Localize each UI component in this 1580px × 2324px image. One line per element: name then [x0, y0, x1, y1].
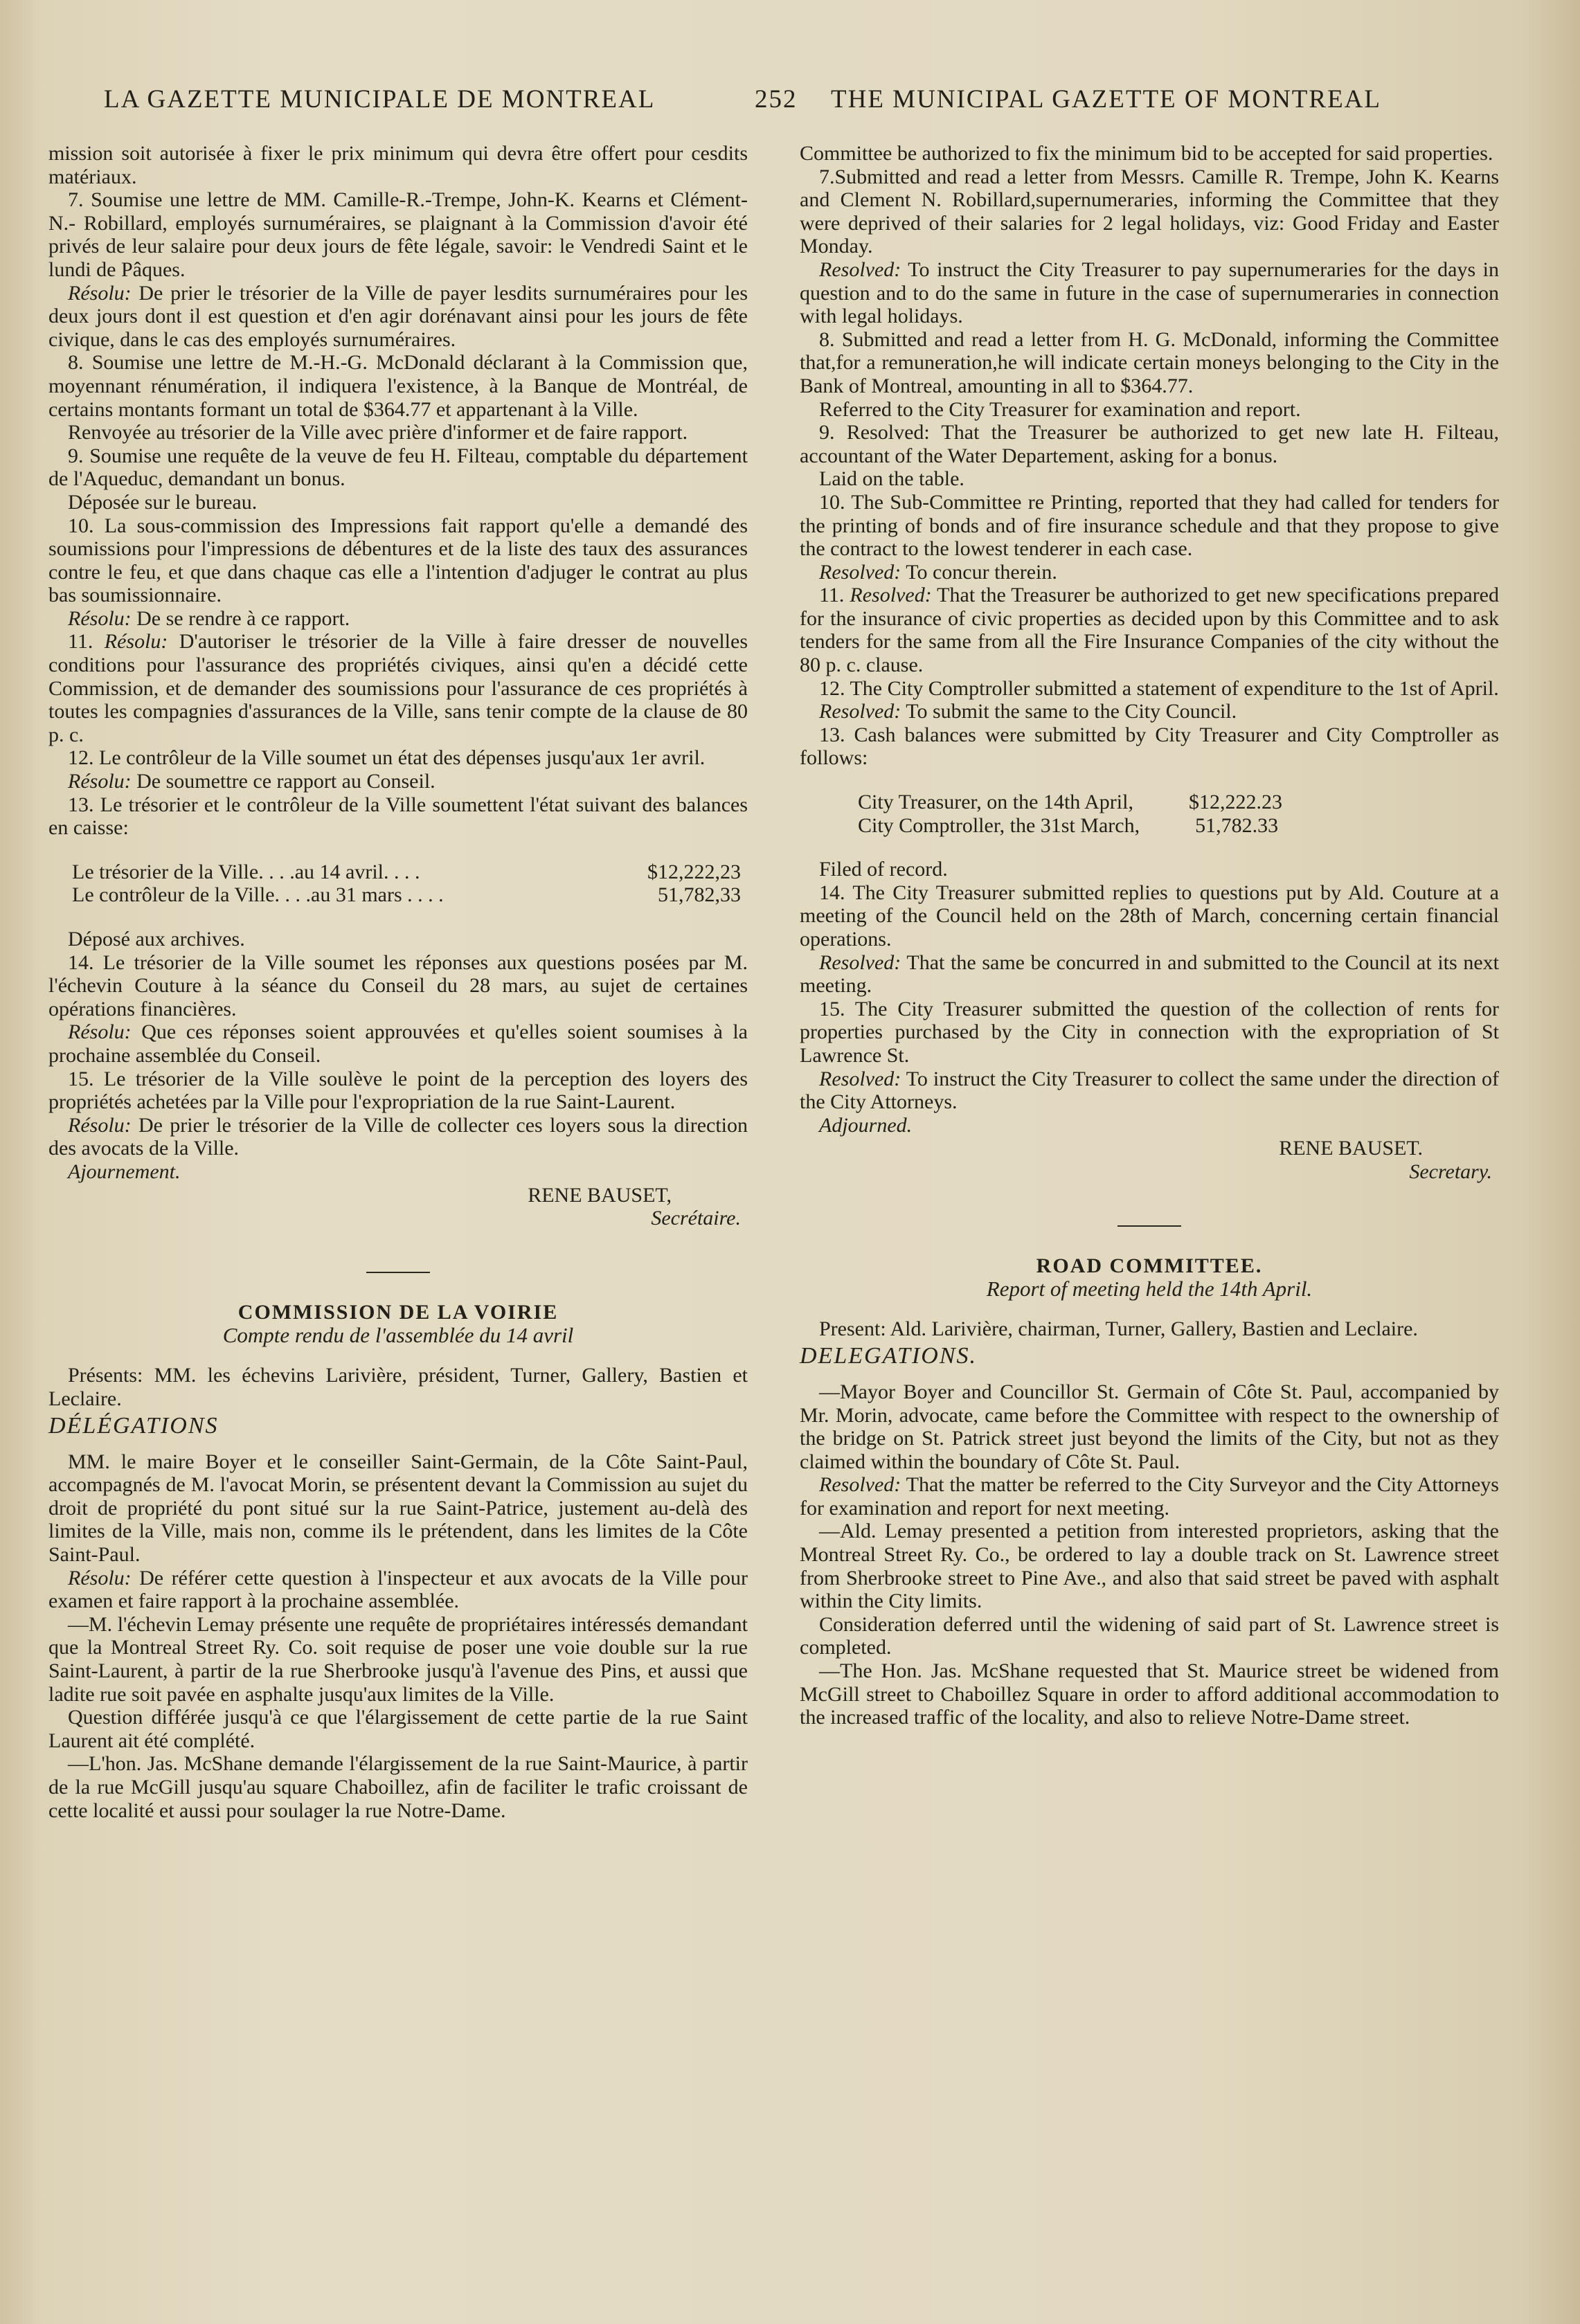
adjournment: Ajournement.: [68, 1160, 181, 1183]
resolution-9: Déposée sur le bureau.: [68, 490, 258, 514]
resolution-14: [800, 951, 1499, 998]
item-10: 10. La sous-commission des Impressions fait rapport qu'elle a demandé des soumissions pour l'impressions de débentures et de la liste des taux des assurances contre le feu, et que dans chaque cas elle a l'intention d'adjuger le contrat au plus bas soumissionnaire.: [48, 514, 748, 607]
resolution-15: [48, 1114, 748, 1160]
resolution-7: [800, 258, 1499, 328]
resolution-9: Laid on the table.: [819, 467, 964, 491]
balance-row: [72, 883, 741, 907]
balance-amount: 51,782,33: [658, 883, 741, 907]
delegation-1: —Mayor Boyer and Councillor St. Germain of Côte St. Paul, accompanied by Mr. Morin, advocate, came before the Committee with respect to the ownership of the bridge on St. Patrick street just beyond the limits of the City, but not as they claimed within the boundary of Côte St. Paul.: [800, 1380, 1499, 1473]
item-9: 9. Soumise une requête de la veuve de feu H. Filteau, comptable du département de l'Aqueduc, demandant un bonus.: [48, 444, 748, 491]
signature-role: Secretary.: [1409, 1160, 1492, 1183]
resolution-label: Résolu:: [68, 281, 132, 305]
attendance: Présents: MM. les échevins Larivière, président, Turner, Gallery, Bastien et Leclaire.: [48, 1363, 748, 1410]
resolution-text: To instruct the City Treasurer to collect the same under the direction of the City Attorneys.: [800, 1067, 1499, 1114]
resolution-text: D'autoriser le trésorier de la Ville à faire dresser de nouvelles conditions pour l'assurance des propriétés civiques, ainsi qu'en a décidé cette Commission, et de demander des soumissions pour l'assurance de ces propriétés à toutes les compagnies d'assurances de la Ville, sans tenir compte de la clause de 80 p. c.: [48, 630, 748, 746]
balance-label: Le contrôleur de la Ville. . . .au 31 mars . . . .: [72, 883, 444, 907]
section-subtitle: Report of meeting held the 14th April.: [986, 1277, 1313, 1301]
resolution-text: Que ces réponses soient approuvées et qu'elles soient soumises à la prochaine assemblée du Conseil.: [48, 1020, 748, 1067]
section-title: ROAD COMMITTEE.: [1036, 1254, 1263, 1277]
item-7: 7.Submitted and read a letter from Messrs. Camille R. Trempe, John K. Kearns and Clement N. Robillard,supernumeraries, informing the Committee that they were deprived of their salaries for 2 legal holidays, viz: Good Friday and Easter Monday.: [800, 165, 1499, 258]
resolution-text: That the Treasurer be authorized to get new specifications prepared for the insurance of civic properties as decided upon by this Committee and to ask tenders for the same from all the Fire Insurance Companies of the city without the 80 p. c. clause.: [800, 584, 1500, 677]
balance-label: Le trésorier de la Ville. . . .au 14 avril. . . .: [72, 860, 420, 883]
resolution-label: Résolu:: [68, 606, 132, 630]
resolution-15: [800, 1068, 1499, 1114]
resolution-12: [800, 700, 1499, 723]
adjournment: Adjourned.: [819, 1113, 913, 1137]
resolution-10: [800, 561, 1499, 584]
resolution-label: Resolved:: [819, 560, 901, 584]
signature-role: Secrétaire.: [651, 1207, 741, 1230]
balance-amount: $12,222,23: [647, 860, 741, 883]
resolution-7: [48, 282, 748, 352]
resolution-8: Renvoyée au trésorier de la Ville avec prière d'informer et de faire rapport.: [68, 421, 688, 444]
resolution-text: De soumettre ce rapport au Conseil.: [136, 770, 436, 793]
section-title: COMMISSION DE LA VOIRIE: [237, 1300, 559, 1324]
resolution-text: To instruct the City Treasurer to pay supernumeraries for the days in question and to do the same in future in the case of supernumeraries in connection with legal holidays.: [800, 258, 1499, 328]
resolution-13: Filed of record.: [819, 858, 948, 881]
delegation-1: MM. le maire Boyer et le conseiller Saint-Germain, de la Côte Saint-Paul, accompagnés de M. l'avocat Morin, se présentent devant la Commission au sujet du droit de propriété du pont situé sur la rue Saint-Patrice, justement au-delà des limites de la Ville, mais non, comme ils le prétendent, dans les limites de la Côte Saint-Paul.: [48, 1450, 748, 1567]
attendance: Present: Ald. Larivière, chairman, Turner, Gallery, Bastien and Leclaire.: [819, 1317, 1418, 1340]
header-title-french: LA GAZETTE MUNICIPALE DE MONTREAL: [104, 85, 656, 114]
resolution-label: Resolved:: [819, 258, 901, 281]
delegation-2-resolution: Question différée jusqu'à ce que l'élargissement de cette partie de la rue Saint Laurent ait été complété.: [48, 1706, 748, 1752]
resolution-text: De se rendre à ce rapport.: [136, 606, 350, 630]
balance-row: [72, 861, 741, 884]
item-15: 15. The City Treasurer submitted the question of the collection of rents for properties purchased by the City in connection with the expropriation of St Lawrence St.: [800, 997, 1499, 1067]
resolution-12: [48, 770, 748, 793]
resolution-label: Résolu:: [68, 1566, 132, 1589]
french-column: [48, 142, 748, 1822]
resolution-14: [48, 1020, 748, 1067]
delegations-heading: DELEGATIONS.: [800, 1343, 978, 1369]
balance-row: [858, 814, 1492, 838]
english-column: [800, 142, 1499, 1729]
resolution-text: That the same be concurred in and submitted to the Council at its next meeting.: [800, 951, 1499, 998]
resolution-text: To submit the same to the City Council.: [906, 700, 1237, 723]
item-11: [800, 584, 1499, 676]
paragraph-continuation: Committee be authorized to fix the minimum bid to be accepted for said properties.: [800, 142, 1493, 165]
balance-amount: 51,782.33: [1195, 813, 1279, 837]
item-12: 12. The City Comptroller submitted a statement of expenditure to the 1st of April.: [819, 676, 1499, 700]
delegations-heading: DÉLÉGATIONS: [48, 1413, 219, 1439]
section-subtitle: Compte rendu de l'assemblée du 14 avril: [222, 1323, 574, 1348]
delegation-3: —The Hon. Jas. McShane requested that St. Maurice street be widened from McGill street to Chaboillez Square in order to afford additional accommodation to the increased traffic of the locality, and also to relieve Notre-Dame street.: [800, 1659, 1499, 1729]
item-11: [48, 630, 748, 746]
balance-row: [858, 791, 1492, 814]
resolution-text: That the matter be referred to the City Surveyor and the City Attorneys for examination and report for next meeting.: [800, 1473, 1499, 1520]
header-title-english: THE MUNICIPAL GAZETTE OF MONTREAL: [831, 85, 1381, 114]
item-8: 8. Soumise une lettre de M.-H.-G. McDonald déclarant à la Commission que, moyennant rénumération, il indiquera l'existence, à la Banque de Montréal, de certains montants formant un total de $364.77 et appartenant à la Ville.: [48, 351, 748, 421]
item-15: 15. Le trésorier de la Ville soulève le point de la perception des loyers des propriétés achetées par la Ville pour l'expropriation de la rue Saint-Laurent.: [48, 1067, 748, 1114]
resolution-label: Resolved:: [819, 1067, 901, 1090]
balance-amount: $12,222.23: [1188, 791, 1282, 814]
item-9: 9. Resolved: That the Treasurer be authorized to get new late H. Filteau, accountant of the Water Departement, asking for a bonus.: [800, 421, 1499, 467]
section-divider: [366, 1272, 430, 1273]
item-12: 12. Le contrôleur de la Ville soumet un état des dépenses jusqu'aux 1er avril.: [68, 746, 706, 770]
resolution-8: Referred to the City Treasurer for examination and report.: [819, 397, 1301, 421]
delegation-2: —Ald. Lemay presented a petition from interested proprietors, asking that the Montreal Street Ry. Co., be ordered to lay a double track on St. Lawrence street from Sherbrooke street to Pine Ave., and also that said street be paved with asphalt within the City limits.: [800, 1520, 1499, 1613]
page-number: 252: [755, 85, 798, 114]
resolution-label: Resolved:: [850, 584, 932, 607]
delegation-1-resolution: [48, 1567, 748, 1613]
delegation-2: —M. l'échevin Lemay présente une requête de propriétaires intéressés demandant que la Montreal Street Ry. Co. soit requise de poser une voie double sur la rue Saint-Laurent, à partir de la rue Sherbrooke jusqu'à l'avenue des Pins, et aussi que ladite rue soit pavée en asphalte jusqu'aux limites de la Ville.: [48, 1612, 748, 1706]
resolution-text: De prier le trésorier de la Ville de payer lesdits surnuméraires pour les deux jours dont il est question et d'en agir dorénavant ainsi pour les jours de fête civique, dans le cas des employés surnuméraires.: [48, 281, 748, 351]
resolution-text: To concur therein.: [906, 560, 1057, 584]
item-13: 13. Cash balances were submitted by City Treasurer and City Comptroller as follows:: [800, 723, 1499, 770]
item-14: 14. The City Treasurer submitted replies to questions put by Ald. Couture at a meeting of the Council held on the 28th of March, concerning certain financial operations.: [800, 881, 1499, 951]
delegation-2-resolution: Consideration deferred until the widening of said part of St. Lawrence street is completed.: [800, 1612, 1499, 1659]
balance-label: City Comptroller, the 31st March,: [858, 813, 1140, 837]
resolution-13: Déposé aux archives.: [68, 928, 245, 951]
resolution-label: Résolu:: [68, 770, 132, 793]
resolution-10: [48, 607, 748, 631]
item-number: 11.: [68, 630, 93, 654]
item-8: 8. Submitted and read a letter from H. G. McDonald, informing the Committee that,for a remuneration,he will indicate certain moneys belonging to the City in the Bank of Montreal, amounting in all to $364.77.: [800, 327, 1499, 397]
signature-name: RENE BAUSET.: [1279, 1137, 1423, 1160]
resolution-label: Resolved:: [819, 700, 901, 723]
resolution-label: Resolved:: [819, 951, 901, 974]
paragraph-continuation: mission soit autorisée à fixer le prix minimum qui devra être offert pour cesdits matériaux.: [48, 142, 748, 188]
resolution-label: Résolu:: [68, 1113, 132, 1137]
page-header: [0, 78, 1580, 126]
item-14: 14. Le trésorier de la Ville soumet les réponses aux questions posées par M. l'échevin Couture à la séance du Conseil du 28 mars, au sujet de certaines opérations financières.: [48, 951, 748, 1020]
section-divider: [1117, 1225, 1181, 1227]
delegation-1-resolution: [800, 1473, 1499, 1520]
item-13: 13. Le trésorier et le contrôleur de la Ville soumettent l'état suivant des balances en caisse:: [48, 793, 748, 840]
balance-label: City Treasurer, on the 14th April,: [858, 791, 1133, 814]
resolution-text: De prier le trésorier de la Ville de collecter ces loyers sous la direction des avocats de la Ville.: [48, 1113, 748, 1160]
resolution-label: Résolu:: [68, 1020, 132, 1044]
item-10: 10. The Sub-Committee re Printing, reported that they had called for tenders for the printing of bonds and of fire insurance schedule and that they propose to give the contract to the lowest tenderer in each case.: [800, 490, 1499, 561]
delegation-3: —L'hon. Jas. McShane demande l'élargissement de la rue Saint-Maurice, à partir de la rue McGill jusqu'au square Chaboillez, afin de faciliter le trafic croissant de cette localité et aussi pour soulager la rue Notre-Dame.: [48, 1752, 748, 1822]
item-number: 11.: [819, 584, 845, 607]
resolution-label: Résolu:: [104, 630, 168, 654]
item-7: 7. Soumise une lettre de MM. Camille-R.-Trempe, John-K. Kearns et Clément-N.- Robillard, employés surnuméraires, se plaignant à la Commission d'avoir été privés de leur salaire pour deux jours de fête légale, savoir: le Vendredi Saint et le lundi de Pâques.: [48, 188, 748, 281]
resolution-label: Resolved:: [819, 1473, 901, 1497]
resolution-text: De référer cette question à l'inspecteur et aux avocats de la Ville pour examen et faire rapport à la prochaine assemblée.: [48, 1566, 748, 1613]
signature-name: RENE BAUSET,: [528, 1183, 672, 1207]
